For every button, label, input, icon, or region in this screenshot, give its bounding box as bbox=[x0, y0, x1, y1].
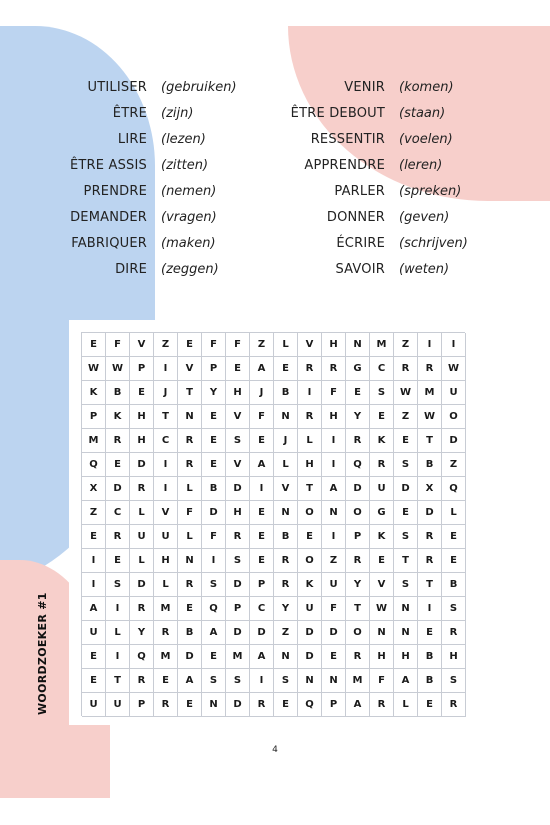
grid-cell[interactable]: H bbox=[298, 453, 322, 477]
grid-cell[interactable]: E bbox=[346, 381, 370, 405]
grid-cell[interactable]: F bbox=[250, 405, 274, 429]
grid-cell[interactable]: T bbox=[298, 477, 322, 501]
translation: (zeggen) bbox=[161, 262, 219, 277]
grid-cell[interactable]: I bbox=[82, 549, 106, 573]
grid-cell[interactable]: U bbox=[370, 477, 394, 501]
grid-cell[interactable]: E bbox=[370, 549, 394, 573]
grid-cell[interactable]: A bbox=[250, 453, 274, 477]
grid-cell[interactable]: U bbox=[442, 381, 466, 405]
grid-cell[interactable]: E bbox=[106, 453, 130, 477]
grid-cell[interactable]: A bbox=[250, 357, 274, 381]
grid-cell[interactable]: N bbox=[298, 669, 322, 693]
grid-cell[interactable]: Q bbox=[346, 453, 370, 477]
grid-cell[interactable]: L bbox=[154, 573, 178, 597]
grid-cell[interactable]: L bbox=[130, 549, 154, 573]
grid-cell[interactable]: R bbox=[274, 549, 298, 573]
translation: (vragen) bbox=[161, 210, 217, 225]
word: PARLER bbox=[334, 184, 385, 199]
grid-cell[interactable]: P bbox=[226, 597, 250, 621]
grid-cell[interactable]: F bbox=[322, 381, 346, 405]
grid-cell[interactable]: N bbox=[202, 693, 226, 717]
grid-cell[interactable]: J bbox=[154, 381, 178, 405]
grid-cell[interactable]: I bbox=[322, 525, 346, 549]
grid-cell[interactable]: V bbox=[130, 333, 154, 357]
grid-cell[interactable]: R bbox=[106, 525, 130, 549]
grid-cell[interactable]: E bbox=[442, 525, 466, 549]
grid-cell[interactable]: K bbox=[106, 405, 130, 429]
word: DIRE bbox=[115, 262, 147, 277]
grid-cell[interactable]: X bbox=[82, 477, 106, 501]
grid-cell[interactable]: N bbox=[370, 621, 394, 645]
grid-cell[interactable]: C bbox=[154, 429, 178, 453]
grid-cell[interactable]: E bbox=[82, 645, 106, 669]
grid-cell[interactable]: D bbox=[418, 501, 442, 525]
grid-cell[interactable]: L bbox=[274, 453, 298, 477]
grid-cell[interactable]: Z bbox=[322, 549, 346, 573]
grid-cell[interactable]: Y bbox=[274, 597, 298, 621]
grid-cell[interactable]: W bbox=[394, 381, 418, 405]
grid-cell[interactable]: A bbox=[394, 669, 418, 693]
grid-cell[interactable]: K bbox=[298, 573, 322, 597]
grid-cell[interactable]: S bbox=[226, 549, 250, 573]
grid-cell[interactable]: I bbox=[154, 357, 178, 381]
grid-cell[interactable]: P bbox=[202, 357, 226, 381]
grid-cell[interactable]: N bbox=[274, 405, 298, 429]
grid-cell[interactable]: R bbox=[250, 693, 274, 717]
grid-cell[interactable]: N bbox=[178, 549, 202, 573]
grid-cell[interactable]: B bbox=[274, 381, 298, 405]
grid-cell[interactable]: Q bbox=[298, 693, 322, 717]
grid-cell[interactable]: F bbox=[106, 333, 130, 357]
grid-cell[interactable]: E bbox=[130, 381, 154, 405]
word: FABRIQUER bbox=[71, 236, 147, 251]
grid-cell[interactable]: C bbox=[370, 357, 394, 381]
grid-cell[interactable]: S bbox=[394, 453, 418, 477]
grid-cell[interactable]: T bbox=[418, 573, 442, 597]
grid-cell[interactable]: H bbox=[130, 429, 154, 453]
grid-cell[interactable]: I bbox=[442, 333, 466, 357]
grid-cell[interactable]: H bbox=[226, 501, 250, 525]
grid-cell[interactable]: P bbox=[130, 693, 154, 717]
grid-cell[interactable]: I bbox=[154, 477, 178, 501]
word: APPRENDRE bbox=[304, 158, 385, 173]
grid-cell[interactable]: U bbox=[130, 525, 154, 549]
grid-cell[interactable]: M bbox=[418, 381, 442, 405]
grid-cell[interactable]: E bbox=[82, 333, 106, 357]
grid-cell[interactable]: D bbox=[202, 501, 226, 525]
grid-cell[interactable]: R bbox=[130, 597, 154, 621]
grid-cell[interactable]: Z bbox=[394, 405, 418, 429]
grid-cell[interactable]: Q bbox=[442, 477, 466, 501]
word: LIRE bbox=[117, 132, 147, 147]
grid-cell[interactable]: N bbox=[274, 501, 298, 525]
grid-cell[interactable]: A bbox=[250, 645, 274, 669]
grid-cell[interactable]: M bbox=[154, 597, 178, 621]
grid-cell[interactable]: R bbox=[178, 573, 202, 597]
grid-cell[interactable]: E bbox=[82, 669, 106, 693]
grid-cell[interactable]: D bbox=[178, 645, 202, 669]
grid-cell[interactable]: E bbox=[202, 453, 226, 477]
grid-cell[interactable]: F bbox=[226, 333, 250, 357]
grid-cell[interactable]: I bbox=[250, 477, 274, 501]
grid-cell[interactable]: R bbox=[106, 429, 130, 453]
grid-cell[interactable]: Z bbox=[442, 453, 466, 477]
grid-cell[interactable]: X bbox=[418, 477, 442, 501]
word: DONNER bbox=[326, 210, 385, 225]
grid-cell[interactable]: R bbox=[130, 477, 154, 501]
grid-cell[interactable]: T bbox=[106, 669, 130, 693]
grid-cell[interactable]: G bbox=[346, 357, 370, 381]
grid-cell[interactable]: R bbox=[130, 669, 154, 693]
grid-cell[interactable]: N bbox=[178, 405, 202, 429]
grid-cell[interactable]: E bbox=[178, 333, 202, 357]
grid-cell[interactable]: R bbox=[274, 573, 298, 597]
grid-cell[interactable]: T bbox=[154, 405, 178, 429]
grid-cell[interactable]: W bbox=[106, 357, 130, 381]
grid-cell[interactable]: G bbox=[370, 501, 394, 525]
translation: (gebruiken) bbox=[161, 80, 237, 95]
grid-cell[interactable]: N bbox=[346, 333, 370, 357]
grid-cell[interactable]: D bbox=[298, 645, 322, 669]
grid-cell[interactable]: D bbox=[394, 477, 418, 501]
grid-cell[interactable]: K bbox=[82, 381, 106, 405]
grid-cell[interactable]: E bbox=[298, 525, 322, 549]
grid-cell[interactable]: J bbox=[250, 381, 274, 405]
grid-cell[interactable]: R bbox=[322, 357, 346, 381]
grid-cell[interactable]: V bbox=[226, 405, 250, 429]
grid-cell[interactable]: L bbox=[394, 693, 418, 717]
grid-cell[interactable]: Q bbox=[130, 645, 154, 669]
grid-cell[interactable]: E bbox=[274, 693, 298, 717]
grid-cell[interactable]: E bbox=[370, 405, 394, 429]
grid-cell[interactable]: E bbox=[250, 525, 274, 549]
grid-cell[interactable]: I bbox=[322, 429, 346, 453]
grid-cell[interactable]: P bbox=[346, 525, 370, 549]
grid-cell[interactable]: B bbox=[418, 645, 442, 669]
translation: (schrijven) bbox=[399, 236, 468, 251]
puzzle-label: WOORDZOEKER #1 bbox=[36, 592, 49, 715]
grid-cell[interactable]: R bbox=[346, 429, 370, 453]
grid-cell[interactable]: R bbox=[154, 621, 178, 645]
grid-cell[interactable]: U bbox=[298, 597, 322, 621]
grid-cell[interactable]: I bbox=[154, 453, 178, 477]
grid-cell[interactable]: L bbox=[298, 429, 322, 453]
grid-cell[interactable]: R bbox=[346, 549, 370, 573]
grid-cell[interactable]: V bbox=[178, 357, 202, 381]
grid-cell[interactable]: D bbox=[130, 453, 154, 477]
grid-cell[interactable]: H bbox=[322, 405, 346, 429]
grid-cell[interactable]: B bbox=[418, 453, 442, 477]
grid-cell[interactable]: M bbox=[154, 645, 178, 669]
grid-cell[interactable]: R bbox=[298, 357, 322, 381]
grid-cell[interactable]: S bbox=[442, 597, 466, 621]
grid-cell[interactable]: E bbox=[322, 645, 346, 669]
grid-cell[interactable]: R bbox=[442, 621, 466, 645]
grid-cell[interactable]: S bbox=[442, 669, 466, 693]
grid-cell[interactable]: L bbox=[178, 477, 202, 501]
grid-cell[interactable]: W bbox=[442, 357, 466, 381]
grid-cell[interactable]: R bbox=[442, 693, 466, 717]
grid-cell[interactable]: E bbox=[250, 429, 274, 453]
grid-cell[interactable]: U bbox=[154, 525, 178, 549]
grid-cell[interactable]: N bbox=[322, 501, 346, 525]
grid-cell[interactable]: E bbox=[394, 501, 418, 525]
grid-cell[interactable]: Y bbox=[202, 381, 226, 405]
word: DEMANDER bbox=[70, 210, 147, 225]
grid-cell[interactable]: M bbox=[370, 333, 394, 357]
translation: (maken) bbox=[161, 236, 216, 251]
word-search-grid bbox=[81, 332, 465, 716]
grid-cell[interactable]: Z bbox=[250, 333, 274, 357]
grid-cell[interactable]: A bbox=[346, 693, 370, 717]
grid-cell[interactable]: H bbox=[154, 549, 178, 573]
translation: (nemen) bbox=[161, 184, 217, 199]
grid-cell[interactable]: H bbox=[322, 333, 346, 357]
grid-cell[interactable]: O bbox=[346, 501, 370, 525]
grid-cell[interactable]: D bbox=[442, 429, 466, 453]
grid-cell[interactable]: R bbox=[298, 405, 322, 429]
word: RESSENTIR bbox=[310, 132, 385, 147]
word: PRENDRE bbox=[83, 184, 147, 199]
word-search-card bbox=[69, 320, 476, 725]
grid-cell[interactable]: S bbox=[202, 573, 226, 597]
grid-cell[interactable]: B bbox=[178, 621, 202, 645]
grid-cell[interactable]: O bbox=[298, 549, 322, 573]
translation: (weten) bbox=[399, 262, 450, 277]
grid-cell[interactable]: S bbox=[106, 573, 130, 597]
grid-cell[interactable]: M bbox=[82, 429, 106, 453]
grid-cell[interactable]: T bbox=[346, 597, 370, 621]
grid-cell[interactable]: Z bbox=[274, 621, 298, 645]
translation: (zitten) bbox=[161, 158, 209, 173]
grid-cell[interactable]: I bbox=[298, 381, 322, 405]
grid-cell[interactable]: B bbox=[274, 525, 298, 549]
bottom-margin bbox=[0, 798, 550, 825]
grid-cell[interactable]: R bbox=[346, 645, 370, 669]
grid-cell[interactable]: D bbox=[106, 477, 130, 501]
grid-cell[interactable]: S bbox=[394, 573, 418, 597]
grid-cell[interactable]: R bbox=[418, 549, 442, 573]
grid-cell[interactable]: L bbox=[106, 621, 130, 645]
grid-cell[interactable]: B bbox=[442, 573, 466, 597]
grid-cell[interactable]: D bbox=[226, 573, 250, 597]
grid-cell[interactable]: I bbox=[250, 669, 274, 693]
grid-cell[interactable]: R bbox=[370, 453, 394, 477]
grid-cell[interactable]: H bbox=[394, 645, 418, 669]
grid-cell[interactable]: I bbox=[322, 453, 346, 477]
translation: (zijn) bbox=[161, 106, 194, 121]
grid-cell[interactable]: M bbox=[226, 645, 250, 669]
word: VENIR bbox=[344, 80, 385, 95]
grid-cell[interactable]: C bbox=[106, 501, 130, 525]
grid-cell[interactable]: T bbox=[178, 381, 202, 405]
grid-cell[interactable]: F bbox=[322, 597, 346, 621]
grid-cell[interactable]: S bbox=[274, 669, 298, 693]
grid-cell[interactable]: E bbox=[442, 549, 466, 573]
grid-cell[interactable]: Y bbox=[130, 621, 154, 645]
grid-cell[interactable]: Y bbox=[346, 573, 370, 597]
grid-cell[interactable]: R bbox=[178, 453, 202, 477]
grid-cell[interactable]: U bbox=[106, 693, 130, 717]
grid-cell[interactable]: A bbox=[178, 669, 202, 693]
word: UTILISER bbox=[87, 80, 147, 95]
grid-cell[interactable]: W bbox=[370, 597, 394, 621]
word: ÊTRE ASSIS bbox=[69, 158, 147, 173]
grid-cell[interactable]: V bbox=[274, 477, 298, 501]
grid-cell[interactable]: D bbox=[322, 621, 346, 645]
grid-cell[interactable]: E bbox=[202, 645, 226, 669]
grid-cell[interactable]: R bbox=[226, 525, 250, 549]
grid-cell[interactable]: K bbox=[370, 525, 394, 549]
grid-cell[interactable]: R bbox=[154, 693, 178, 717]
grid-cell[interactable]: J bbox=[274, 429, 298, 453]
translation: (komen) bbox=[399, 80, 454, 95]
grid-cell[interactable]: S bbox=[370, 381, 394, 405]
grid-cell[interactable]: E bbox=[154, 669, 178, 693]
grid-cell[interactable]: Q bbox=[202, 597, 226, 621]
grid-cell[interactable]: E bbox=[226, 357, 250, 381]
grid-cell[interactable]: E bbox=[250, 549, 274, 573]
grid-cell[interactable]: I bbox=[202, 549, 226, 573]
grid-cell[interactable]: B bbox=[418, 669, 442, 693]
grid-cell[interactable]: O bbox=[442, 405, 466, 429]
grid-cell[interactable]: R bbox=[370, 693, 394, 717]
grid-cell[interactable]: H bbox=[442, 645, 466, 669]
grid-cell[interactable]: L bbox=[130, 501, 154, 525]
grid-cell[interactable]: R bbox=[178, 429, 202, 453]
translation: (geven) bbox=[399, 210, 450, 225]
grid-cell[interactable]: E bbox=[274, 357, 298, 381]
grid-cell[interactable]: I bbox=[106, 645, 130, 669]
grid-cell[interactable]: U bbox=[82, 693, 106, 717]
grid-cell[interactable]: P bbox=[322, 693, 346, 717]
grid-cell[interactable]: W bbox=[82, 357, 106, 381]
grid-cell[interactable]: F bbox=[202, 333, 226, 357]
grid-cell[interactable]: V bbox=[298, 333, 322, 357]
grid-cell[interactable]: V bbox=[370, 573, 394, 597]
grid-cell[interactable]: D bbox=[250, 621, 274, 645]
grid-cell[interactable]: E bbox=[394, 429, 418, 453]
grid-cell[interactable]: A bbox=[202, 621, 226, 645]
translation: (lezen) bbox=[161, 132, 206, 147]
grid-cell[interactable]: E bbox=[418, 693, 442, 717]
grid-cell[interactable]: O bbox=[298, 501, 322, 525]
grid-cell[interactable]: I bbox=[418, 597, 442, 621]
grid-cell[interactable]: D bbox=[130, 573, 154, 597]
word: ÊTRE bbox=[112, 106, 147, 121]
translation: (voelen) bbox=[399, 132, 453, 147]
grid-cell[interactable]: W bbox=[418, 405, 442, 429]
translation: (leren) bbox=[399, 158, 443, 173]
grid-cell[interactable]: M bbox=[346, 669, 370, 693]
word: ÉCRIRE bbox=[336, 236, 385, 251]
grid-cell[interactable]: E bbox=[202, 429, 226, 453]
translation: (staan) bbox=[399, 106, 446, 121]
grid-cell[interactable]: H bbox=[370, 645, 394, 669]
word: ÊTRE DEBOUT bbox=[290, 106, 385, 121]
grid-cell[interactable]: V bbox=[154, 501, 178, 525]
grid-cell[interactable]: P bbox=[250, 573, 274, 597]
grid-cell[interactable]: S bbox=[202, 669, 226, 693]
grid-cell[interactable]: L bbox=[274, 333, 298, 357]
top-margin bbox=[0, 0, 550, 26]
grid-cell[interactable]: L bbox=[442, 501, 466, 525]
grid-cell[interactable]: V bbox=[226, 453, 250, 477]
grid-cell[interactable]: C bbox=[250, 597, 274, 621]
grid-cell[interactable]: I bbox=[418, 333, 442, 357]
translation: (spreken) bbox=[399, 184, 462, 199]
grid-cell[interactable]: N bbox=[322, 669, 346, 693]
grid-cell[interactable]: I bbox=[106, 597, 130, 621]
grid-cell[interactable]: F bbox=[178, 501, 202, 525]
grid-cell[interactable]: Z bbox=[154, 333, 178, 357]
word: SAVOIR bbox=[335, 262, 385, 277]
grid-cell[interactable]: H bbox=[226, 381, 250, 405]
grid-cell[interactable]: B bbox=[202, 477, 226, 501]
grid-cell[interactable]: T bbox=[394, 549, 418, 573]
grid-cell[interactable]: P bbox=[82, 405, 106, 429]
grid-cell[interactable]: B bbox=[106, 381, 130, 405]
grid-cell[interactable]: E bbox=[418, 621, 442, 645]
grid-cell[interactable]: F bbox=[202, 525, 226, 549]
grid-cell[interactable]: N bbox=[394, 597, 418, 621]
page-number: 4 bbox=[272, 745, 278, 755]
grid-cell[interactable]: N bbox=[274, 645, 298, 669]
grid-cell[interactable]: S bbox=[226, 429, 250, 453]
grid-cell[interactable]: P bbox=[130, 357, 154, 381]
grid-cell[interactable]: A bbox=[322, 477, 346, 501]
grid-cell[interactable]: R bbox=[418, 525, 442, 549]
grid-cell[interactable]: F bbox=[370, 669, 394, 693]
grid-cell[interactable]: S bbox=[394, 525, 418, 549]
grid-cell[interactable]: D bbox=[298, 621, 322, 645]
grid-cell[interactable]: U bbox=[82, 621, 106, 645]
grid-cell[interactable]: Y bbox=[346, 405, 370, 429]
grid-cell[interactable]: D bbox=[346, 477, 370, 501]
grid-cell[interactable]: E bbox=[106, 549, 130, 573]
grid-cell[interactable]: R bbox=[418, 357, 442, 381]
grid-cell[interactable]: I bbox=[82, 573, 106, 597]
grid-cell[interactable]: E bbox=[82, 525, 106, 549]
grid-cell[interactable]: R bbox=[394, 357, 418, 381]
grid-cell[interactable]: O bbox=[346, 621, 370, 645]
grid-cell[interactable]: Q bbox=[82, 453, 106, 477]
grid-cell[interactable]: T bbox=[418, 429, 442, 453]
grid-cell[interactable]: L bbox=[178, 525, 202, 549]
grid-cell[interactable]: Z bbox=[394, 333, 418, 357]
grid-cell[interactable]: K bbox=[370, 429, 394, 453]
grid-cell[interactable]: S bbox=[226, 669, 250, 693]
grid-cell[interactable]: Z bbox=[82, 501, 106, 525]
grid-cell[interactable]: N bbox=[394, 621, 418, 645]
grid-cell[interactable]: U bbox=[322, 573, 346, 597]
grid-cell[interactable]: E bbox=[202, 405, 226, 429]
grid-cell[interactable]: E bbox=[250, 501, 274, 525]
grid-cell[interactable]: A bbox=[82, 597, 106, 621]
grid-cell[interactable]: E bbox=[178, 597, 202, 621]
grid-cell[interactable]: D bbox=[226, 693, 250, 717]
grid-cell[interactable]: D bbox=[226, 477, 250, 501]
grid-cell[interactable]: D bbox=[226, 621, 250, 645]
grid-cell[interactable]: E bbox=[178, 693, 202, 717]
grid-cell[interactable]: H bbox=[130, 405, 154, 429]
